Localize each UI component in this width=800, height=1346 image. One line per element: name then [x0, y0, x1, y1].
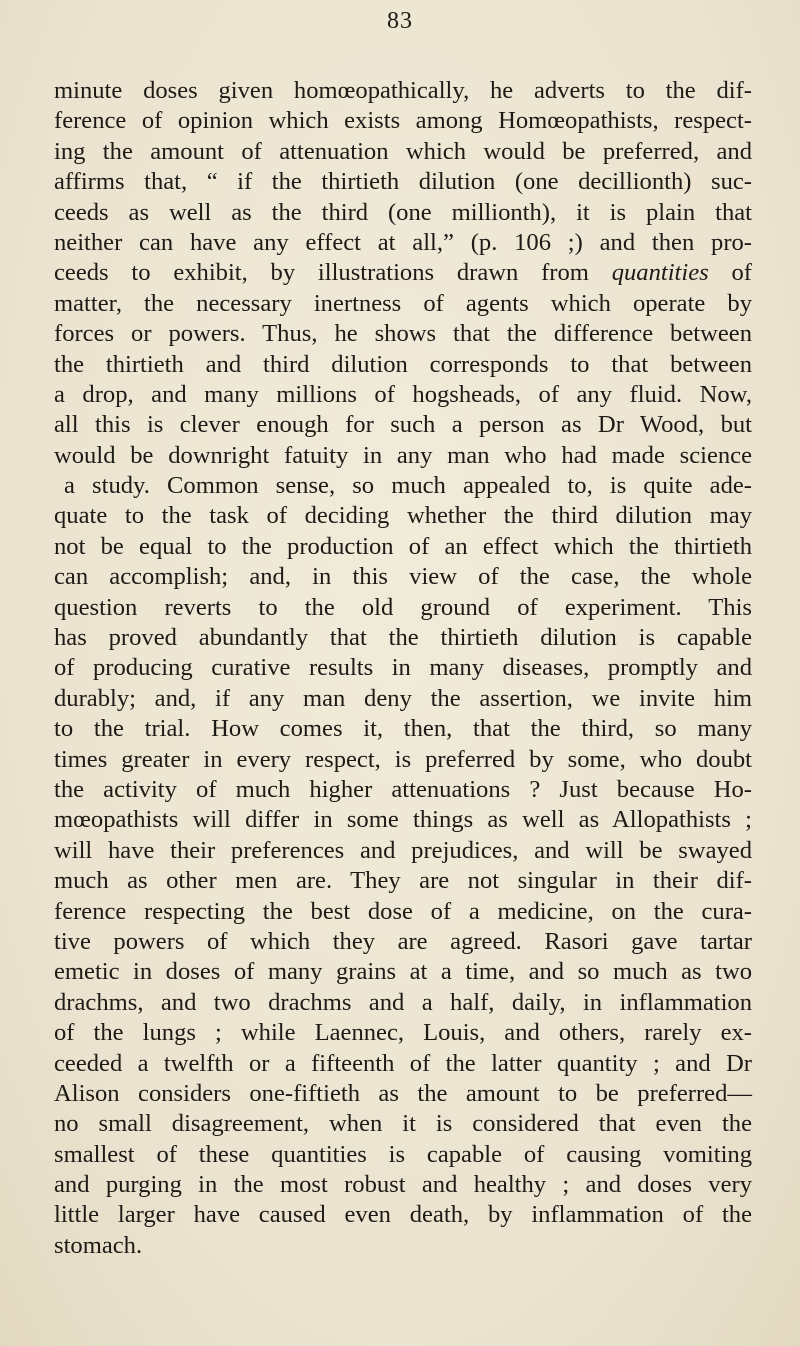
text-line: Alison considers one-fiftieth as the amount to be preferred— — [54, 1079, 752, 1107]
text-line: ceeds as well as the third (one millionth), it is plain that — [54, 198, 752, 226]
text-line: not be equal to the production of an effect which the thirtieth — [54, 532, 752, 560]
text-line: quate to the task of deciding whether the third dilution may — [54, 502, 752, 530]
text-line: drachms, and two drachms and a half, daily, in inflammation — [54, 988, 752, 1016]
text-line: will have their preferences and prejudices, and will be swayed — [54, 836, 752, 864]
text-line: question reverts to the old ground of experiment. This — [54, 593, 752, 621]
text-line: smallest of these quantities is capable of causing vomiting — [54, 1140, 752, 1168]
text-line: to the trial. How comes it, then, that the third, so many — [54, 715, 752, 743]
text-line: would be downright fatuity in any man who had made science — [54, 441, 752, 469]
text-line: ceeded a twelfth or a fifteenth of the latter quantity ; and Dr — [54, 1049, 752, 1077]
emphasized-word: quantities — [611, 259, 709, 287]
text-line: affirms that, “ if the thirtieth dilution (one decillionth) suc- — [54, 168, 752, 196]
text-line: of the lungs ; while Laennec, Louis, and others, rarely ex- — [54, 1019, 752, 1047]
text-line: ing the amount of attenuation which would be preferred, and — [54, 137, 752, 165]
text-line: durably; and, if any man deny the assertion, we invite him — [54, 684, 752, 712]
text-line: forces or powers. Thus, he shows that the difference between — [54, 320, 752, 348]
text-line: emetic in doses of many grains at a time, and so much as two — [54, 958, 752, 986]
text-line: stomach. — [54, 1231, 143, 1259]
text-line: ceeds to exhibit, by illustrations drawn from quantities of — [54, 259, 752, 287]
text-line: neither can have any effect at all,” (p. 106 ;) and then pro- — [54, 228, 752, 256]
text-line: mœopathists will differ in some things as well as Allopathists ; — [54, 806, 752, 834]
text-line: ference respecting the best dose of a medicine, on the cura- — [54, 897, 752, 925]
text-line: a drop, and many millions of hogsheads, of any fluid. Now, — [54, 380, 752, 408]
text-line: tive powers of which they are agreed. Rasori gave tartar — [54, 927, 752, 955]
page-number: 83 — [387, 8, 413, 34]
text-line: much as other men are. They are not singular in their dif- — [54, 867, 752, 895]
text-line: and purging in the most robust and healthy ; and doses very — [54, 1171, 752, 1199]
text-line: of producing curative results in many diseases, promptly and — [54, 654, 752, 682]
text-line: a study. Common sense, so much appealed to, is quite ade- — [64, 472, 752, 500]
text-line: has proved abundantly that the thirtieth dilution is capable — [54, 624, 752, 652]
text-line: ference of opinion which exists among Homœopathists, respect- — [54, 107, 752, 135]
text-line: matter, the necessary inertness of agents which operate by — [54, 289, 752, 317]
text-line: the thirtieth and third dilution corresponds to that between — [54, 350, 752, 378]
text-line: times greater in every respect, is preferred by some, who doubt — [54, 745, 752, 773]
text-line: minute doses given homœopathically, he adverts to the dif- — [54, 77, 752, 104]
text-line: little larger have caused even death, by inflammation of the — [54, 1201, 752, 1229]
text-line: can accomplish; and, in this view of the case, the whole — [54, 563, 752, 591]
text-line: all this is clever enough for such a person as Dr Wood, but — [54, 411, 752, 439]
text-line: the activity of much higher attenuations ? Just because Ho- — [54, 775, 752, 803]
body-text — [54, 76, 752, 1261]
text-line: no small disagreement, when it is considered that even the — [54, 1110, 752, 1138]
